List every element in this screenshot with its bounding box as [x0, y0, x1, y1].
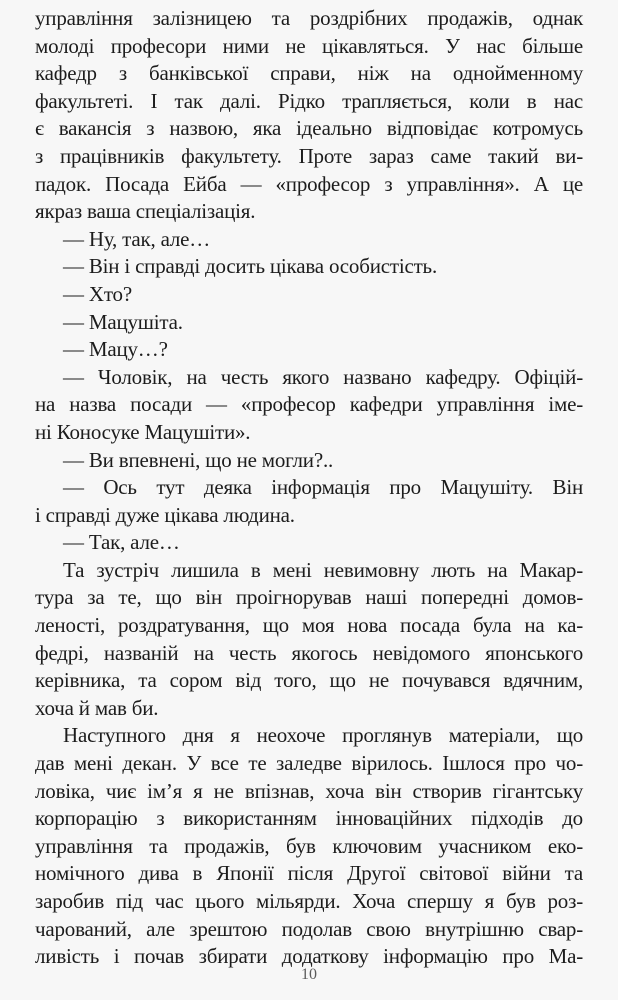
text-line: леності, роздратування, що моя нова посада була на ка-	[35, 613, 583, 638]
book-page-text	[35, 5, 583, 971]
text-line: — Чоловік, на честь якого названо кафедру. Офіцій-	[63, 364, 583, 389]
text-line: — Мацушіта.	[63, 309, 183, 334]
text-line: — Хто?	[63, 281, 132, 306]
text-line: заробив під час цього мільярди. Хоча спершу я був роз-	[35, 889, 583, 913]
text-line: ливість і почав збирати додаткову інформацію про Ма-	[35, 944, 583, 969]
page-number: 10	[301, 966, 317, 983]
text-line: є вакансія з назвою, яка ідеально відповідає котромусь	[35, 116, 583, 141]
text-line: якраз ваша спеціалізація.	[35, 199, 256, 224]
text-line: з працівників факультету. Проте зараз саме такий ви-	[35, 143, 583, 168]
text-line: тура за те, що він проігнорував наші попередні домов-	[35, 585, 583, 610]
text-line: падок. Посада Ейба — «професор з управління». А це	[35, 171, 583, 196]
text-line: управління та продажів, був ключовим учасником еко-	[35, 833, 583, 858]
text-line: — Ну, так, але…	[63, 226, 211, 251]
text-line: факультеті. І так далі. Рідко трапляється, коли в нас	[35, 88, 583, 113]
text-line: корпорацію з використанням інноваційних підходів до	[35, 806, 583, 831]
text-line: молоді професори ними не цікавляться. У нас більше	[35, 33, 583, 58]
text-line: хоча й мав би.	[35, 695, 159, 720]
text-line: чарований, але зрештою подолав свою внутрішню свар-	[35, 916, 583, 941]
text-line: федрі, названій на честь якогось невідомого японського	[35, 640, 583, 665]
text-line: ні Коносуке Мацушіти».	[35, 419, 251, 444]
text-line: Та зустріч лишила в мені невимовну лють на Макар-	[63, 557, 583, 582]
text-line: ловіка, чиє ім’я я не впізнав, хоча він створив гігантську	[35, 778, 583, 803]
text-line: кафедр з банківської справи, ніж на однойменному	[35, 61, 583, 86]
text-line: номічного дива в Японії після Другої світової війни та	[35, 861, 583, 886]
text-line: Наступного дня я неохоче проглянув матеріали, що	[63, 723, 583, 748]
text-line: — Так, але…	[63, 530, 180, 555]
text-line: — Ось тут деяка інформація про Мацушіту. Він	[63, 475, 583, 500]
text-line: — Ви впевнені, що не могли?..	[63, 447, 334, 472]
text-line: керівника, та сором від того, що не почувався вдячним,	[35, 668, 583, 693]
text-line: — Мацу…?	[63, 337, 168, 362]
text-line: — Він і справді досить цікава особистість.	[63, 254, 437, 279]
text-line: на назва посади — «професор кафедри управління іме-	[35, 392, 583, 417]
text-line: дав мені декан. У все те заледве вірилось. Ішлося про чо-	[35, 751, 583, 776]
text-line: і справді дуже цікава людина.	[35, 502, 295, 527]
text-line: управління залізницею та роздрібних продажів, однак	[35, 6, 583, 30]
